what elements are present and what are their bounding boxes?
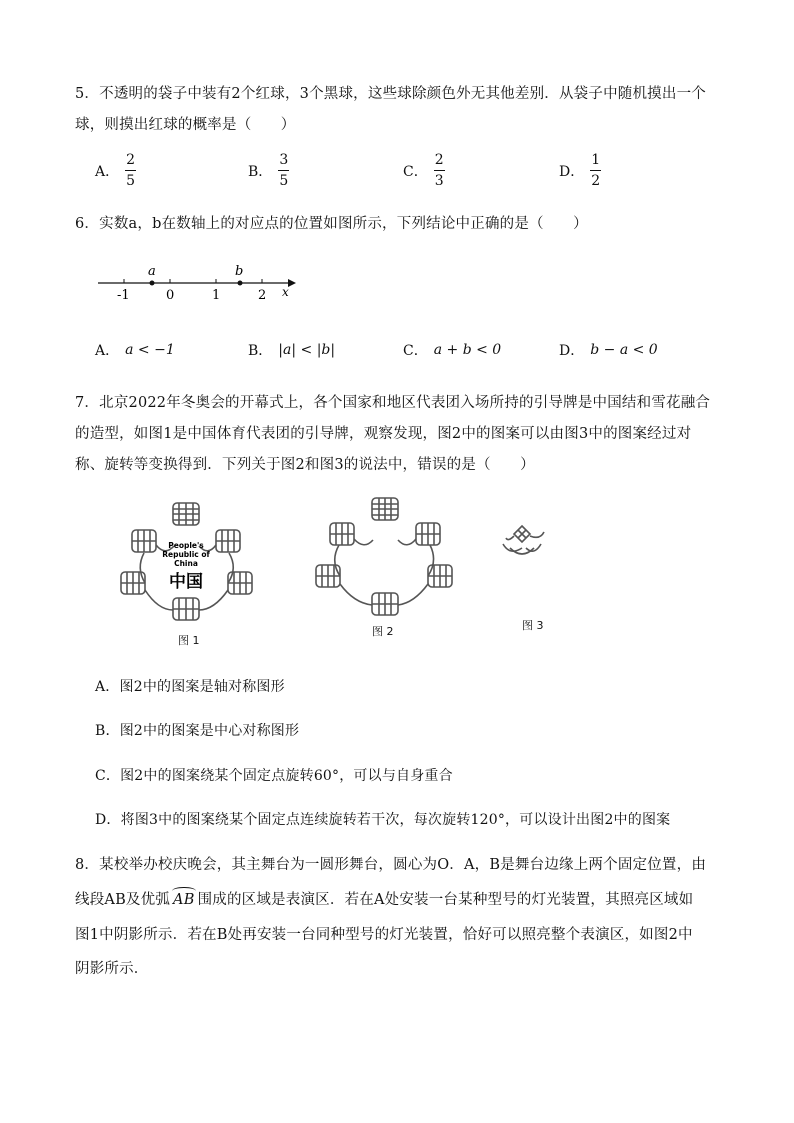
point-a (150, 281, 155, 286)
figure-1-label: 图 1 (178, 634, 200, 647)
q8-stem-line4: 阴影所示． (75, 961, 149, 977)
denominator: 5 (126, 173, 136, 189)
q7-stem-line1: 7．北京2022年冬奥会的开幕式上，各个国家和地区代表团入场所持的引导牌是中国结和雪花融合 (75, 395, 711, 411)
option-label: C． (403, 163, 428, 180)
option-label: D． (559, 163, 585, 180)
numerator: 3 (279, 152, 289, 168)
fraction (590, 152, 601, 189)
numerator: 1 (591, 152, 601, 168)
number-line-figure (92, 260, 307, 305)
figure-1-placard (118, 500, 268, 625)
tick-label: -1 (117, 288, 130, 303)
option-expression: a + b < 0 (433, 342, 502, 358)
fraction (278, 152, 289, 189)
figure-2-label: 图 2 (372, 625, 394, 638)
figure-3-label: 图 3 (522, 619, 544, 632)
numerator: 2 (434, 152, 444, 168)
q7-stem-line2: 的造型，如图1是中国体育代表团的引导牌，观察发现，图2中的图案可以由图3中的图案经过对 (75, 426, 692, 442)
option-expression: a < −1 (125, 342, 175, 358)
placard-text: Republic of (162, 550, 210, 559)
fraction (125, 152, 136, 189)
q5-option-d[interactable] (559, 152, 601, 189)
option-label: A． (95, 163, 120, 180)
q5-option-b[interactable] (248, 152, 289, 189)
q8-stem-line1: 8．某校举办校庆晚会，其主舞台为一圆形舞台，圆心为O．A，B是舞台边缘上两个固定位置，由 (75, 857, 707, 873)
option-label: D． (559, 343, 585, 359)
label-b: b (235, 264, 244, 279)
option-expression: |a| < |b| (278, 342, 336, 358)
denominator: 5 (279, 173, 289, 189)
q6-stem: 6．实数a，b在数轴上的对应点的位置如图所示，下列结论中正确的是（ ） (75, 216, 588, 232)
q8-line2-post: 围成的区域是表演区．若在A处安装一台某种型号的灯光装置，其照亮区域如 (197, 892, 694, 908)
option-label: A． (95, 343, 120, 359)
q6-option-a[interactable] (95, 340, 175, 360)
point-b (238, 281, 243, 286)
tick-label: 0 (166, 288, 175, 303)
q5-stem-line2: 球，则摸出红球的概率是（ ） (75, 117, 296, 133)
fraction (434, 152, 445, 189)
q5-option-c[interactable] (403, 152, 445, 189)
placard-text: China (174, 559, 198, 568)
figure-2-pattern (310, 495, 460, 620)
q8-line2-pre: 线段AB及优弧 (75, 892, 171, 908)
q7-option-b[interactable]: B．图2中的图案是中心对称图形 (95, 723, 300, 739)
axis-label-x: x (282, 285, 289, 299)
placard-text-chinese: 中国 (169, 572, 203, 592)
placard-text: People's (168, 541, 204, 550)
option-expression: b − a < 0 (590, 342, 658, 358)
q7-option-c[interactable]: C．图2中的图案绕某个固定点旋转60°，可以与自身重合 (95, 768, 453, 784)
q7-option-d[interactable]: D．将图3中的图案绕某个固定点连续旋转若干次，每次旋转120°，可以设计出图2中的图案 (95, 812, 671, 828)
label-a: a (148, 264, 156, 279)
q5-stem-line1: 5．不透明的袋子中装有2个红球，3个黑球，这些球除颜色外无其他差别．从袋子中随机摸出一个 (75, 86, 706, 102)
tick-label: 2 (258, 288, 267, 303)
q8-stem-line2 (75, 888, 693, 909)
option-label: B． (248, 163, 273, 180)
q8-stem-line3: 图1中阴影所示．若在B处再安装一台同种型号的灯光装置，恰好可以照亮整个表演区，如图2中 (75, 927, 693, 943)
q6-option-c[interactable] (403, 340, 501, 360)
denominator: 2 (591, 173, 601, 189)
q6-option-d[interactable] (559, 340, 658, 360)
option-label: B． (248, 343, 273, 359)
q7-option-a[interactable]: A．图2中的图案是轴对称图形 (95, 679, 285, 695)
figure-3-motif (500, 522, 560, 562)
option-label: C． (403, 343, 428, 359)
denominator: 3 (434, 173, 444, 189)
major-arc-ab: AB (173, 892, 195, 908)
axis-arrow-icon (288, 279, 296, 287)
q6-option-b[interactable] (248, 340, 335, 360)
q5-option-a[interactable] (95, 152, 136, 189)
tick-label: 1 (212, 288, 221, 303)
q7-stem-line3: 称、旋转等变换得到．下列关于图2和图3的说法中，错误的是（ ） (75, 457, 535, 473)
numerator: 2 (126, 152, 136, 168)
